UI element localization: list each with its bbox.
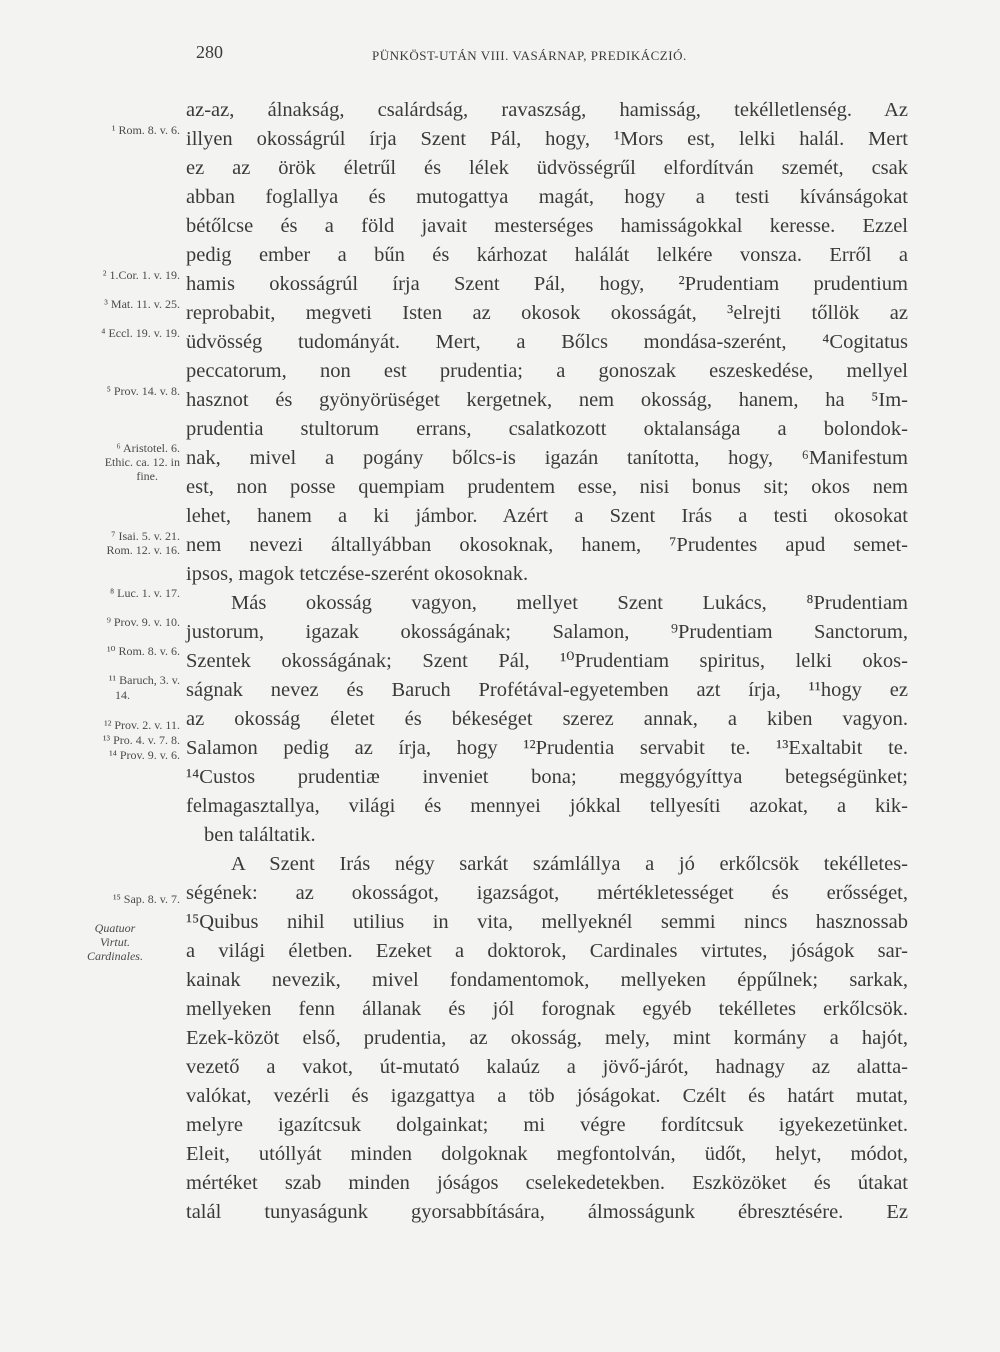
text-line: lehet, hanem a ki jámbor. Azért a Szent Irás a testi okosokat xyxy=(186,505,908,527)
text-line: hasznot és gyönyörüséget kergetnek, nem okosság, hanem, ha ⁵Im- xyxy=(186,389,908,411)
margin-note: ⁶ Aristotel. 6. xyxy=(116,441,180,455)
text-line: reprobabit, megveti Isten az okosok okosságát, ³elrejti tőllök az xyxy=(186,302,908,324)
page-number: 280 xyxy=(196,42,223,62)
text-line: peccatorum, non est prudentia; a gonoszak eszeskedése, mellyel xyxy=(186,360,908,382)
margin-note: ² 1.Cor. 1. v. 19. xyxy=(102,268,180,282)
text-line: ¹⁵Quibus nihil utilius in vita, mellyeknél semmi nincs hasznossab xyxy=(186,911,908,933)
text-line: az okosság életet és békeséget szerez annak, a kiben vagyon. xyxy=(186,708,908,730)
text-line: illyen okosságrúl írja Szent Pál, hogy, ¹Mors est, lelki halál. Mert xyxy=(186,128,908,150)
margin-note: ⁸ Luc. 1. v. 17. xyxy=(109,586,180,600)
margin-note: Rom. 12. v. 16. xyxy=(106,543,180,557)
text-line: talál tunyaságunk gyorsabbítására, álmosságunk ébresztésére. Ez xyxy=(186,1201,908,1223)
text-line: mellyeken fenn állanak és jól forognak egyéb tekélletes erkőlcsök. xyxy=(186,998,908,1020)
margin-note: ⁹ Prov. 9. v. 10. xyxy=(106,615,180,629)
text-line: nak, mivel a pogány bőlcs-is igazán tanította, hogy, ⁶Manifestum xyxy=(186,447,908,469)
margin-note: ⁵ Prov. 14. v. 8. xyxy=(106,384,180,398)
text-line: hamis okosságrúl írja Szent Pál, hogy, ²Prudentiam prudentium xyxy=(186,273,908,295)
margin-note: Virtut. xyxy=(99,935,131,949)
margin-note: Quatuor xyxy=(94,921,136,935)
margin-note: Cardinales. xyxy=(87,949,143,963)
text-line: az-az, álnakság, csalárdság, ravaszság, hamisság, tekélletlenség. Az xyxy=(186,99,908,121)
text-line: a világi életben. Ezeket a doktorok, Cardinales virtutes, jóságok sar- xyxy=(186,940,908,962)
text-line: Ezek-közöt első, prudentia, az okosság, mely, mint kormány a hajót, xyxy=(186,1027,908,1049)
margin-note: ¹⁴ Prov. 9. v. 6. xyxy=(109,748,180,762)
margin-note: ¹² Prov. 2. v. 11. xyxy=(104,718,180,732)
margin-note: ⁴ Eccl. 19. v. 19. xyxy=(101,326,180,340)
text-line: Más okosság vagyon, mellyet Szent Lukács, ⁸Prudentiam xyxy=(231,592,908,614)
margin-note: ¹³ Pro. 4. v. 7. 8. xyxy=(102,733,180,747)
text-line: Szentek okosságának; Szent Pál, ¹⁰Prudentiam spiritus, lelki okos- xyxy=(186,650,908,672)
margin-note: ¹¹ Baruch, 3. v. xyxy=(108,673,180,687)
margin-note: ¹⁰ Rom. 8. v. 6. xyxy=(107,644,180,658)
margin-note: fine. xyxy=(136,469,158,483)
margin-note: Ethic. ca. 12. in xyxy=(104,455,180,469)
text-line: est, non posse quempiam prudentem esse, nisi bonus sit; okos nem xyxy=(186,476,908,498)
text-line: Eleit, utóllyát minden dolgoknak megfontolván, üdőt, helyt, módot, xyxy=(186,1143,908,1165)
text-line: ben találtatik. xyxy=(204,824,316,846)
text-line: bétőlcse és a föld javait mesterséges hamisságokkal keresse. Ezzel xyxy=(186,215,908,237)
text-line: mértéket szab minden jóságos cselekedetekben. Eszközöket és útakat xyxy=(186,1172,908,1194)
text-line: ¹⁴Custos prudentiæ inveniet bona; meggyógyíttya betegségünket; xyxy=(186,766,908,788)
margin-note: ³ Mat. 11. v. 25. xyxy=(104,297,180,311)
text-line: ez az örök életrűl és lélek üdvösségrűl elfordítván szemét, csak xyxy=(186,157,908,179)
margin-note: ⁷ Isai. 5. v. 21. xyxy=(111,529,180,543)
text-line: ségének: az okosságot, igazságot, mértékletességet és erősséget, xyxy=(186,882,908,904)
page-header xyxy=(0,38,1000,68)
text-line: ipsos, magok tetczése-szerént okosoknak. xyxy=(186,563,529,585)
text-line: ságnak nevez és Baruch Profétával-egyetemben azt írja, ¹¹hogy ez xyxy=(186,679,908,701)
text-line: felmagasztallya, világi és mennyei jókkal tellyesíti azokat, a kik- xyxy=(186,795,908,817)
margin-note: ¹⁵ Sap. 8. v. 7. xyxy=(112,892,180,906)
text-line: nem nevezi általlyábban okosoknak, hanem, ⁷Prudentes apud semet- xyxy=(186,534,908,556)
margin-note: 14. xyxy=(115,688,130,702)
text-line: valókat, vezérli és igazgattya a töb jóságokat. Czélt és határt mutat, xyxy=(186,1085,908,1107)
running-head: PÜNKÖST-UTÁN VIII. VASÁRNAP, PREDIKÁCZIÓ. xyxy=(372,48,687,63)
text-line: melyre igazítcsuk dolgainkat; mi végre fordítcsuk igyekezetünket. xyxy=(186,1114,908,1136)
text-line: prudentia stultorum errans, csalatkozott oktalansága a bolondok- xyxy=(186,418,908,440)
text-line: pedig ember a bűn és kárhozat halálát lelkére vonsza. Erről a xyxy=(186,244,908,266)
margin-note: ¹ Rom. 8. v. 6. xyxy=(111,123,180,137)
text-line: üdvösség tudományát. Mert, a Bőlcs mondása-szerént, ⁴Cogitatus xyxy=(186,331,908,353)
text-line: Salamon pedig az írja, hogy ¹²Prudentia servabit te. ¹³Exaltabit te. xyxy=(186,737,908,759)
text-line: vezető a vakot, út-mutató kalaúz a jövő-járót, hadnagy az alatta- xyxy=(186,1056,908,1078)
text-line: A Szent Irás négy sarkát számlállya a jó erkőlcsök tekélletes- xyxy=(231,853,908,875)
text-line: abban foglallya és mutogattya magát, hogy a testi kívánságokat xyxy=(186,186,908,208)
text-line: justorum, igazak okosságának; Salamon, ⁹Prudentiam Sanctorum, xyxy=(186,621,908,643)
text-line: kainak nevezik, mivel fondamentomok, mellyeken éppűlnek; sarkak, xyxy=(186,969,908,991)
